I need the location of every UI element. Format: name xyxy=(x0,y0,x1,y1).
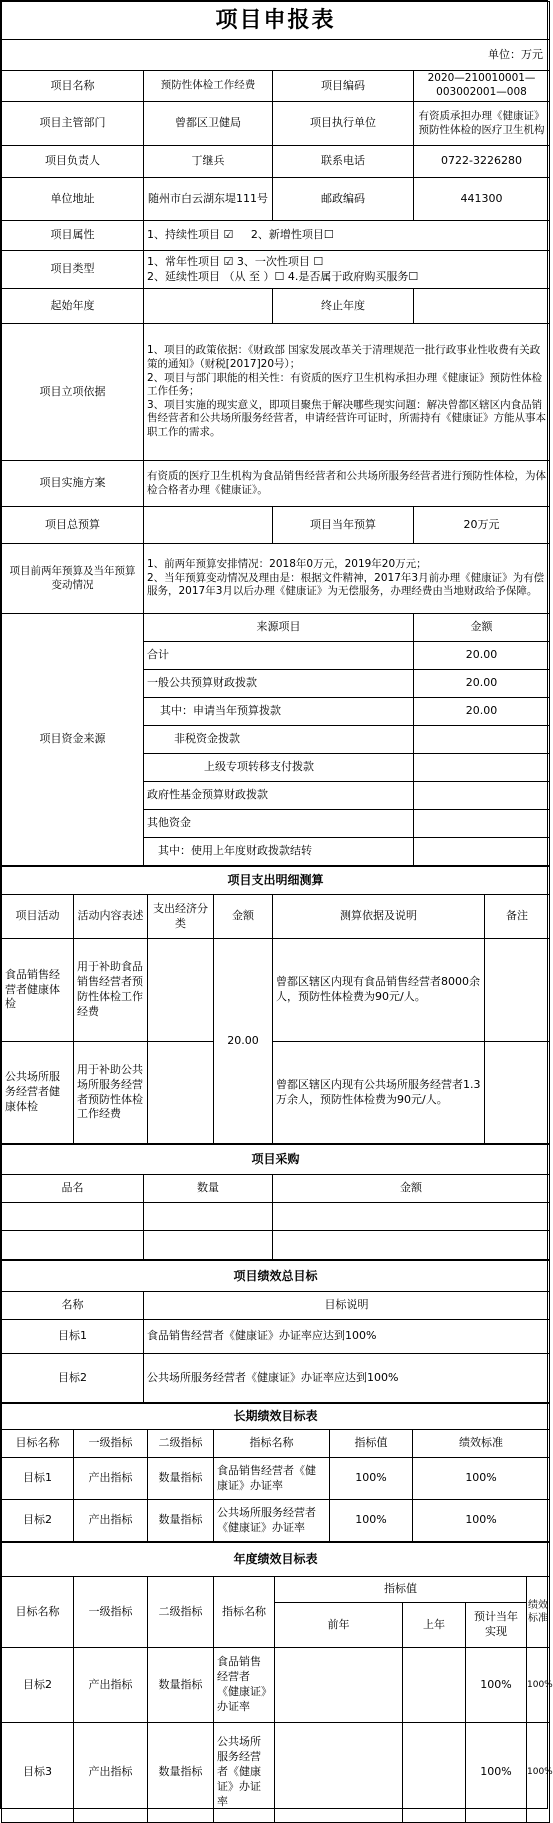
funds-amount xyxy=(414,810,550,838)
expense-content: 用于补助公共场所服务经营者预防性体检工作经费 xyxy=(74,1042,148,1144)
total-budget-value xyxy=(144,507,273,544)
phone-value: 0722-3226280 xyxy=(414,146,550,178)
funds-amount xyxy=(414,838,550,866)
goal-desc: 公共场所服务经营者《健康证》办证率应达到100% xyxy=(144,1354,550,1403)
expense-basis: 曾都区辖区内现有公共场所服务经营者1.3万余人，预防性体检费为90元/人。 xyxy=(273,1042,485,1144)
prior-line: 2、当年预算变动情况及理由是：根据文件精神，2017年3月前办理《健康证》为有偿服务，2017年3月以后办理《健康证》为无偿服务，办理经费由当地财政给予保障。 xyxy=(147,571,545,598)
longterm-header: 指标名称 xyxy=(214,1430,330,1458)
expense-class xyxy=(148,1042,214,1144)
annual-l2: 数量指标 xyxy=(148,1648,214,1723)
exec-unit-label: 项目执行单位 xyxy=(273,102,414,146)
phone-label: 联系电话 xyxy=(273,146,414,178)
annual-subheader: 预计当年实现 xyxy=(466,1603,527,1648)
expense-header: 测算依据及说明 xyxy=(273,895,485,939)
expense-basis: 曾都区辖区内现有食品销售经营者8000余人，预防性体检费为90元/人。 xyxy=(273,939,485,1042)
procurement-header: 品名 xyxy=(2,1175,144,1203)
type-line-2: 2、延续性项目 （从 至 ）☐ 4.是否属于政府购买服务☐ xyxy=(147,269,419,283)
longterm-standard: 100% xyxy=(413,1458,550,1500)
project-code-label: 项目编码 xyxy=(273,71,414,102)
basis-label: 项目立项依据 xyxy=(2,324,144,461)
annual-header: 绩效标准 xyxy=(527,1577,550,1648)
longterm-table xyxy=(1,1403,550,1542)
expense-table xyxy=(1,866,550,1144)
procurement-header: 金额 xyxy=(273,1175,550,1203)
annual-header: 目标名称 xyxy=(2,1577,74,1648)
annual-l1: 产出指标 xyxy=(74,1648,148,1723)
procurement-section-title: 项目采购 xyxy=(2,1145,550,1175)
longterm-header: 绩效标准 xyxy=(413,1430,550,1458)
expense-header: 备注 xyxy=(485,895,550,939)
longterm-standard: 100% xyxy=(413,1500,550,1542)
annual-header: 一级指标 xyxy=(74,1577,148,1648)
basis-line: 2、项目与部门职能的相关性：有资质的医疗卫生机构承担办理《健康证》预防性体检工作任务； xyxy=(147,371,543,398)
attr-label: 项目属性 xyxy=(2,221,144,251)
funds-amount xyxy=(414,726,550,754)
annual-prev xyxy=(403,1648,466,1723)
annual-subheader: 前年 xyxy=(275,1603,403,1648)
annual-header: 指标值 xyxy=(275,1577,527,1603)
address-label: 单位地址 xyxy=(2,178,144,221)
funds-source: 上级专项转移支付拨款 xyxy=(144,754,414,782)
longterm-value: 100% xyxy=(330,1458,413,1500)
goal-header: 目标说明 xyxy=(144,1292,550,1320)
annual-standard: 100% xyxy=(527,1648,550,1723)
annual-prev2 xyxy=(275,1648,403,1723)
procurement-table xyxy=(1,1144,550,1260)
expense-activity: 公共场所服务经营者健康体检 xyxy=(2,1042,74,1144)
expense-header: 活动内容表述 xyxy=(74,895,148,939)
longterm-l2: 数量指标 xyxy=(148,1458,214,1500)
prior-budget-text xyxy=(144,544,550,614)
plan-text: 有资质的医疗卫生机构为食品销售经营者和公共场所服务经营者进行预防性体检，为体检合格者办理《健康证》。 xyxy=(144,461,550,507)
annual-current: 100% xyxy=(466,1723,527,1823)
goal-name: 目标1 xyxy=(2,1320,144,1354)
end-year-label: 终止年度 xyxy=(273,289,414,324)
annual-subheader: 上年 xyxy=(403,1603,466,1648)
annual-table xyxy=(1,1542,553,1823)
main-table xyxy=(1,1,550,866)
longterm-indicator: 食品销售经营者《健康证》办证率 xyxy=(214,1458,330,1500)
funds-source: 非税资金拨款 xyxy=(144,726,414,754)
basis-line: 1、项目的政策依据：《财政部 国家发展改革关于清理规范一批行政事业性收费有关政策的通知》（财税[2017]20号）； xyxy=(147,344,541,370)
type-options xyxy=(144,251,550,289)
total-budget-label: 项目总预算 xyxy=(2,507,144,544)
funds-amount xyxy=(414,754,550,782)
annual-standard: 100% xyxy=(527,1723,550,1823)
project-name-label: 项目名称 xyxy=(2,71,144,102)
longterm-header: 指标值 xyxy=(330,1430,413,1458)
funds-source: 政府性基金预算财政拨款 xyxy=(144,782,414,810)
expense-activity: 食品销售经营者健康体检 xyxy=(2,939,74,1042)
goal-table xyxy=(1,1260,550,1403)
annual-indicator: 食品销售经营者《健康证》办证率 xyxy=(214,1648,275,1723)
attr-option-ongoing: 1、持续性项目 ☑ xyxy=(147,228,234,242)
exec-unit-value: 有资质承担办理《健康证》预防性体检的医疗卫生机构 xyxy=(414,102,550,146)
longterm-indicator: 公共场所服务经营者《健康证》办证率 xyxy=(214,1500,330,1542)
procurement-empty-row xyxy=(2,1203,550,1231)
goal-name: 目标2 xyxy=(2,1354,144,1403)
dept-label: 项目主管部门 xyxy=(2,102,144,146)
expense-header: 项目活动 xyxy=(2,895,74,939)
type-label: 项目类型 xyxy=(2,251,144,289)
annual-goal: 目标2 xyxy=(2,1648,74,1723)
end-year-value xyxy=(414,289,550,324)
project-name: 预防性体检工作经费 xyxy=(144,71,273,102)
longterm-header: 二级指标 xyxy=(148,1430,214,1458)
funds-source: 其他资金 xyxy=(144,810,414,838)
attr-options xyxy=(144,221,550,251)
dept-value: 曾都区卫健局 xyxy=(144,102,273,146)
expense-class xyxy=(148,939,214,1042)
funds-source-header: 来源项目 xyxy=(144,614,414,642)
funds-amount: 20.00 xyxy=(414,642,550,670)
expense-note xyxy=(485,1042,550,1144)
zip-value: 441300 xyxy=(414,178,550,221)
annual-prev2 xyxy=(275,1723,403,1823)
expense-header: 支出经济分类 xyxy=(148,895,214,939)
longterm-goal: 目标2 xyxy=(2,1500,74,1542)
annual-l1: 产出指标 xyxy=(74,1723,148,1823)
longterm-l1: 产出指标 xyxy=(74,1458,148,1500)
owner-label: 项目负责人 xyxy=(2,146,144,178)
funds-amount xyxy=(414,782,550,810)
expense-amount: 20.00 xyxy=(214,939,273,1144)
annual-prev xyxy=(403,1723,466,1823)
longterm-l1: 产出指标 xyxy=(74,1500,148,1542)
annual-goal: 目标3 xyxy=(2,1723,74,1823)
longterm-goal: 目标1 xyxy=(2,1458,74,1500)
annual-header: 二级指标 xyxy=(148,1577,214,1648)
owner-value: 丁继兵 xyxy=(144,146,273,178)
funds-amount: 20.00 xyxy=(414,670,550,698)
address-value: 随州市白云湖东堤111号 xyxy=(144,178,273,221)
unit-label: 单位：万元 xyxy=(2,40,550,71)
funds-amount: 20.00 xyxy=(414,698,550,726)
longterm-header: 一级指标 xyxy=(74,1430,148,1458)
funds-label: 项目资金来源 xyxy=(2,614,144,866)
funds-source: 合计 xyxy=(144,642,414,670)
basis-line: 3、项目实施的现实意义，即项目聚焦于解决哪些现实问题：解决曾都区辖区内食品销售经营者和公共场所服务经营者，申请经营许可证时，所需持有《健康证》方能从事本职工作的需求。 xyxy=(147,398,546,439)
annual-l2: 数量指标 xyxy=(148,1723,214,1823)
longterm-section-title: 长期绩效目标表 xyxy=(2,1404,550,1430)
plan-label: 项目实施方案 xyxy=(2,461,144,507)
expense-note xyxy=(485,939,550,1042)
procurement-header: 数量 xyxy=(144,1175,273,1203)
funds-source: 一般公共预算财政拨款 xyxy=(144,670,414,698)
expense-header: 金额 xyxy=(214,895,273,939)
basis-text xyxy=(144,324,550,461)
expense-section-title: 项目支出明细测算 xyxy=(2,867,550,895)
annual-header: 指标名称 xyxy=(214,1577,275,1648)
longterm-l2: 数量指标 xyxy=(148,1500,214,1542)
attr-option-new: 2、新增性项目☐ xyxy=(250,228,334,242)
funds-amount-header: 金额 xyxy=(414,614,550,642)
funds-source: 其中：使用上年度财政拨款结转 xyxy=(144,838,414,866)
project-code: 2020—210010001—003002001—008 xyxy=(414,71,550,102)
prior-budget-label: 项目前两年预算及当年预算变动情况 xyxy=(2,544,144,614)
procurement-empty-row xyxy=(2,1231,550,1260)
start-year-value xyxy=(144,289,273,324)
start-year-label: 起始年度 xyxy=(2,289,144,324)
goal-section-title: 项目绩效总目标 xyxy=(2,1261,550,1292)
goal-header: 名称 xyxy=(2,1292,144,1320)
longterm-value: 100% xyxy=(330,1500,413,1542)
expense-content: 用于补助食品销售经营者预防性体检工作经费 xyxy=(74,939,148,1042)
zip-label: 邮政编码 xyxy=(273,178,414,221)
funds-source: 其中：申请当年预算拨款 xyxy=(144,698,414,726)
annual-section-title: 年度绩效目标表 xyxy=(2,1543,550,1577)
year-budget-value: 20万元 xyxy=(414,507,550,544)
annual-indicator: 公共场所服务经营者《健康证》办证率 xyxy=(214,1723,275,1823)
prior-line: 1、前两年预算安排情况：2018年0万元，2019年20万元； xyxy=(147,558,427,571)
type-line-1: 1、常年性项目 ☑ 3、一次性项目 ☐ xyxy=(147,254,324,268)
annual-current: 100% xyxy=(466,1648,527,1723)
goal-desc: 食品销售经营者《健康证》办证率应达到100% xyxy=(144,1320,550,1354)
year-budget-label: 项目当年预算 xyxy=(273,507,414,544)
longterm-header: 目标名称 xyxy=(2,1430,74,1458)
page-title: 项目申报表 xyxy=(2,2,550,40)
